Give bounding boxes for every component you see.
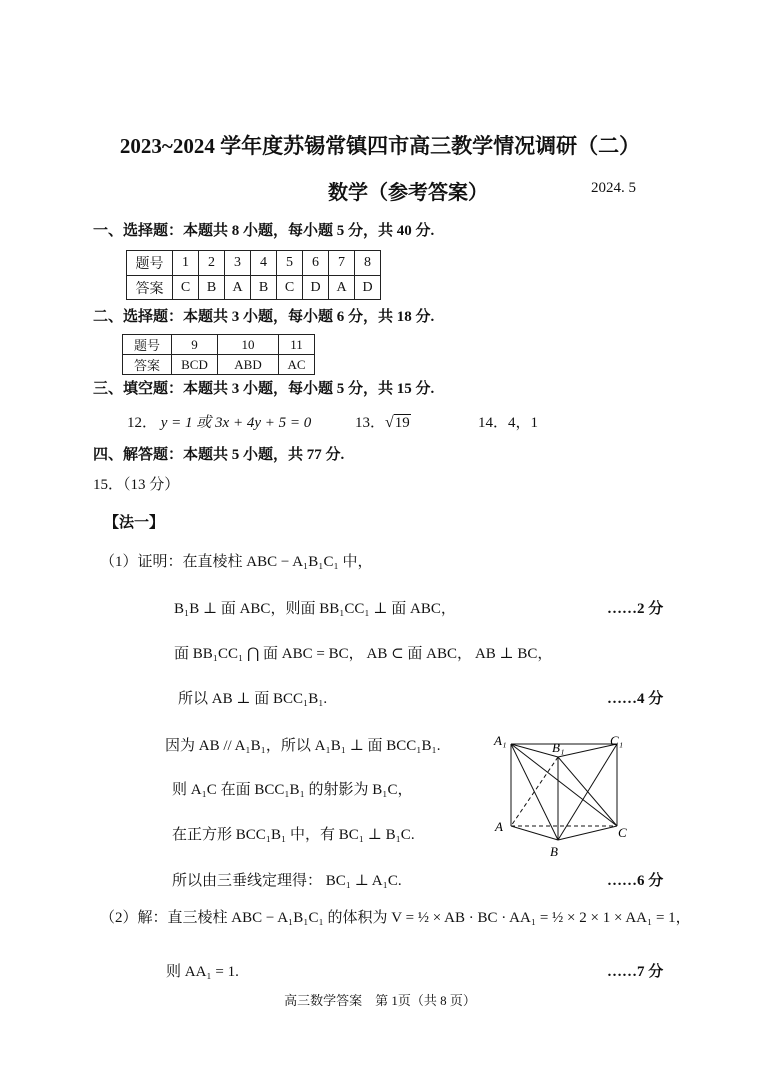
edge-b1c1: [558, 744, 617, 757]
table-cell: B: [251, 276, 277, 300]
section1-answer-table: [126, 250, 381, 300]
label-b1: B₁: [552, 740, 565, 755]
q13-number: 13．: [355, 415, 386, 431]
diag-b1c: [558, 757, 617, 826]
proof-step-5: 则 A₁C 在面 BCC₁B₁ 的射影为 B₁C，: [172, 782, 413, 798]
label-b: B: [550, 844, 558, 859]
table-row-label: 题号: [127, 251, 173, 276]
section1-heading: 一、选择题：本题共 8 小题，每小题 5 分，共 40 分.: [93, 223, 435, 239]
score-mark-4: ……7 分: [607, 964, 664, 980]
answer-q14: 14．4，1: [478, 415, 539, 431]
label-c1: C₁: [610, 733, 624, 748]
proof-step-8: 则 AA₁ = 1.: [166, 964, 239, 980]
table-cell: 1: [173, 251, 199, 276]
table-row-label: 题号: [123, 335, 172, 355]
q12-answer: y = 1 或 3x + 4y + 5 = 0: [160, 415, 312, 431]
table-cell: 3: [225, 251, 251, 276]
table-cell: C: [173, 276, 199, 300]
table-row-label: 答案: [127, 276, 173, 300]
proof-step-2: 面 BB₁CC₁ ⋂ 面 ABC = BC， AB ⊂ 面 ABC， AB ⊥ BC，: [174, 646, 553, 662]
section2-answer-table: [122, 334, 315, 375]
table-cell: 8: [355, 251, 381, 276]
proof-step-7: 所以由三垂线定理得： BC₁ ⊥ A₁C.: [172, 873, 402, 889]
table-cell: D: [355, 276, 381, 300]
q12-number: 12．: [127, 415, 158, 431]
table-cell: 6: [303, 251, 329, 276]
score-mark-1: ……2 分: [607, 601, 664, 617]
proof-step-6: 在正方形 BCC₁B₁ 中，有 BC₁ ⊥ B₁C.: [172, 827, 415, 843]
table-cell: A: [329, 276, 355, 300]
label-a: A: [495, 819, 503, 834]
table-cell: 9: [172, 335, 218, 355]
method-label: 【法一】: [104, 515, 165, 531]
table-cell: 7: [329, 251, 355, 276]
section2-heading: 二、选择题：本题共 3 小题，每小题 6 分，共 18 分.: [93, 309, 435, 325]
table-cell: 11: [279, 335, 315, 355]
prism-figure: [490, 730, 630, 860]
table-cell: ABD: [218, 355, 279, 375]
q15-label: 15．（13 分）: [93, 477, 180, 493]
table-cell: BCD: [172, 355, 218, 375]
table-cell: C: [277, 276, 303, 300]
page-subtitle: 数学（参考答案）: [328, 182, 488, 204]
section3-heading: 三、填空题：本题共 3 小题，每小题 5 分，共 15 分.: [93, 381, 435, 397]
part1-intro: （1）证明：在直棱柱 ABC − A₁B₁C₁ 中，: [100, 554, 373, 570]
table-cell: 4: [251, 251, 277, 276]
label-a1: A₁: [494, 733, 507, 748]
table-cell: A: [225, 276, 251, 300]
table-cell: B: [199, 276, 225, 300]
date: 2024. 5: [591, 180, 636, 196]
proof-step-4: 因为 AB // A₁B₁，所以 A₁B₁ ⊥ 面 BCC₁B₁.: [165, 738, 441, 754]
proof-step-1: B₁B ⊥ 面 ABC，则面 BB₁CC₁ ⊥ 面 ABC，: [174, 601, 456, 617]
table-cell: 10: [218, 335, 279, 355]
table-cell: 2: [199, 251, 225, 276]
table-row-label: 答案: [123, 355, 172, 375]
answer-q12: [127, 411, 311, 432]
table-cell: D: [303, 276, 329, 300]
edge-bc: [558, 826, 617, 840]
part2-solution: （2）解：直三棱柱 ABC − A₁B₁C₁ 的体积为 V = ½ × AB · BC · AA₁ = ½ × 2 × 1 × AA₁ = 1，: [100, 910, 691, 926]
page-footer: 高三数学答案 第 1页（共 8 页）: [284, 993, 476, 1008]
answer-q13: 13．√19: [355, 414, 410, 431]
proof-step-3: 所以 AB ⊥ 面 BCC₁B₁.: [178, 691, 328, 707]
page-title: 2023~2024 学年度苏锡常镇四市高三教学情况调研（二）: [119, 134, 641, 158]
table-cell: AC: [279, 355, 315, 375]
score-mark-3: ……6 分: [607, 873, 664, 889]
label-c: C: [618, 825, 627, 840]
q13-answer: 19: [394, 415, 410, 431]
edge-a1b1: [511, 744, 558, 757]
diag-a1c: [511, 744, 617, 826]
score-mark-2: ……4 分: [607, 691, 664, 707]
edge-ab: [511, 826, 558, 840]
section4-heading: 四、解答题：本题共 5 小题，共 77 分.: [93, 447, 345, 463]
table-cell: 5: [277, 251, 303, 276]
